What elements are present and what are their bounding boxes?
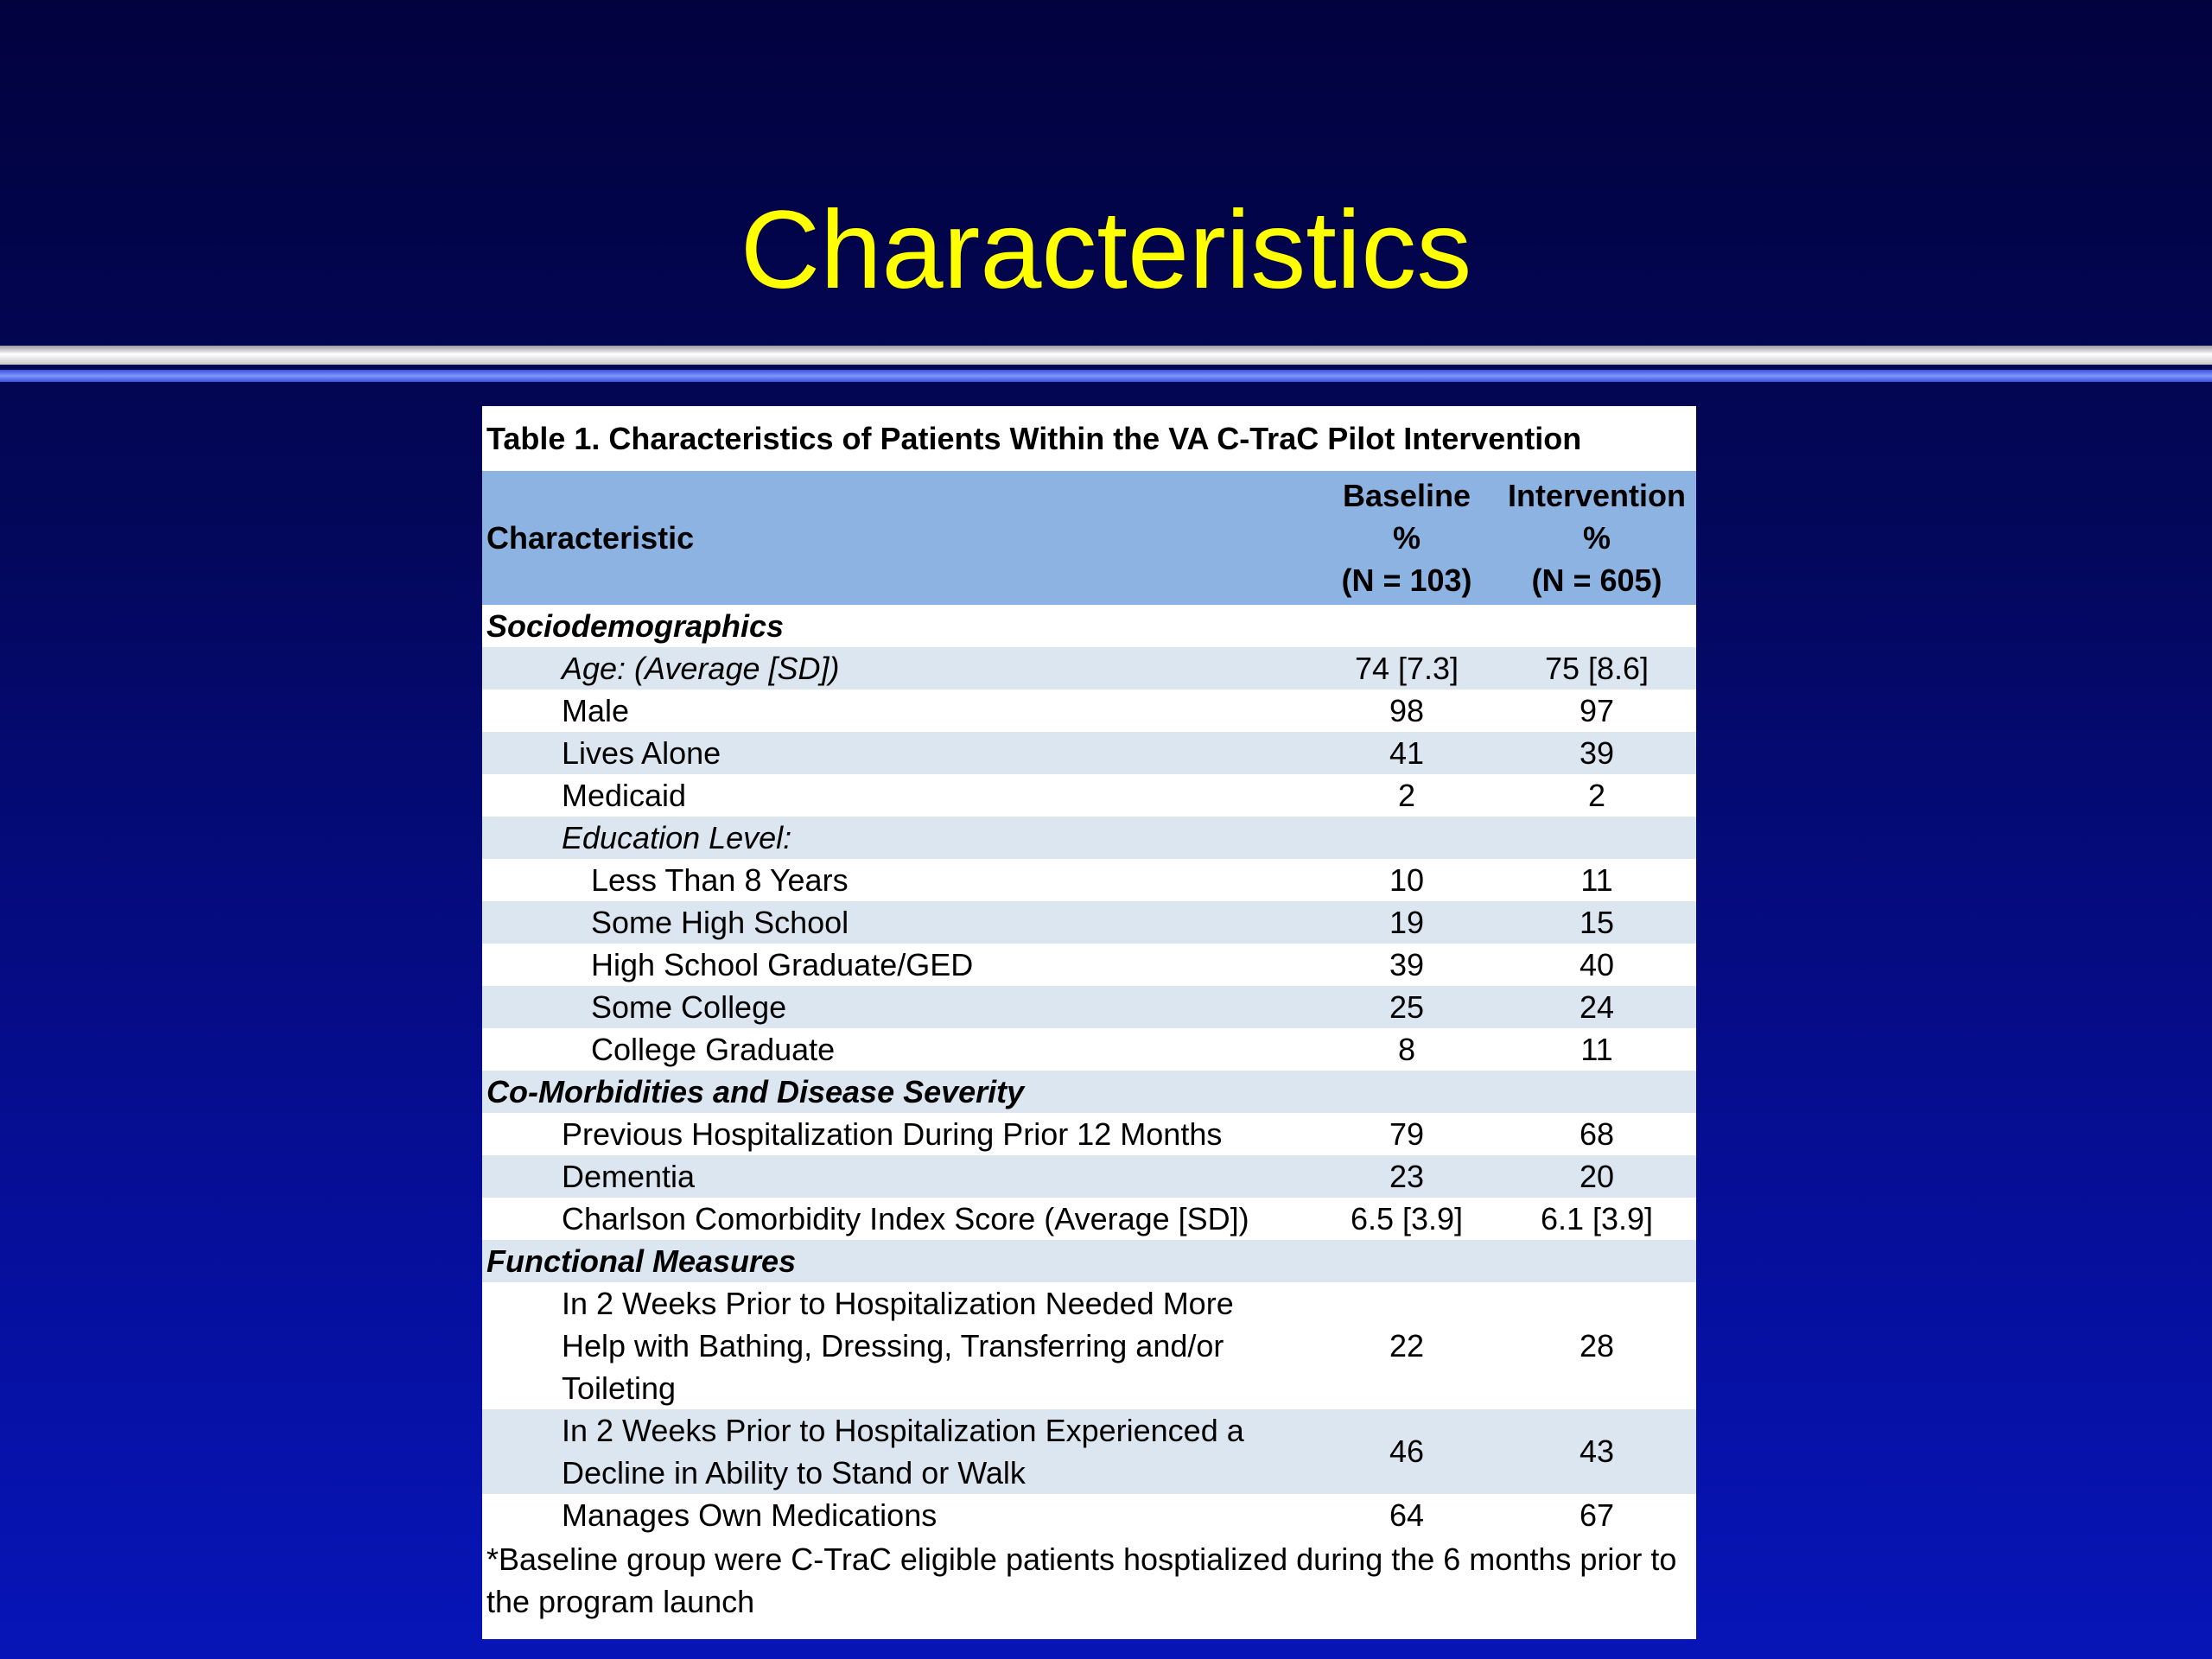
- table-row: [482, 1028, 1696, 1071]
- row-label: Previous Hospitalization During Prior 12 Months: [562, 1116, 1223, 1152]
- intervention-value: 6.1 [3.9]: [1540, 1200, 1654, 1236]
- table-row: [482, 986, 1696, 1028]
- table-row: [482, 817, 1696, 859]
- header-intervention-line: Intervention: [1507, 478, 1686, 513]
- table-footnote: *Baseline group were C-TraC eligible patients hosptialized during the 6 months prior to the program launch: [486, 1541, 1677, 1619]
- row-label: In 2 Weeks Prior to Hospitalization Experienced a Decline in Ability to Stand or Walk: [562, 1413, 1244, 1491]
- row-label: Charlson Comorbidity Index Score (Average [SD]): [562, 1201, 1249, 1236]
- table-header: [482, 471, 1696, 605]
- row-label: Lives Alone: [562, 735, 721, 771]
- intervention-value: 67: [1579, 1497, 1615, 1533]
- row-label: In 2 Weeks Prior to Hospitalization Needed More Help with Bathing, Dressing, Transferring and/or Toileting: [562, 1286, 1234, 1406]
- baseline-value: 2: [1397, 777, 1416, 813]
- title-divider-blue: [0, 370, 2212, 382]
- section-row: [482, 1071, 1696, 1113]
- baseline-value: 98: [1389, 692, 1425, 728]
- baseline-value: 10: [1389, 861, 1425, 898]
- row-label: Education Level:: [562, 820, 792, 855]
- table-row: [482, 647, 1696, 690]
- header-baseline: [1312, 471, 1502, 605]
- characteristics-table: [482, 406, 1696, 1639]
- header-baseline-line: %: [1392, 520, 1421, 556]
- intervention-value: 28: [1579, 1327, 1615, 1363]
- table-row: [482, 1198, 1696, 1240]
- intervention-value: 11: [1580, 1031, 1613, 1067]
- header-characteristic: Characteristic: [486, 519, 695, 556]
- row-label: Male: [562, 693, 630, 728]
- row-label: Age: (Average [SD]): [562, 651, 840, 686]
- row-label: Functional Measures: [486, 1243, 797, 1279]
- baseline-value: 64: [1389, 1497, 1425, 1533]
- header-baseline-line: (N = 103): [1341, 563, 1472, 598]
- table-row: [482, 732, 1696, 774]
- intervention-value: 75 [8.6]: [1544, 650, 1649, 686]
- table-row: [482, 690, 1696, 732]
- baseline-value: 79: [1389, 1116, 1425, 1152]
- row-label: Some High School: [591, 905, 849, 940]
- baseline-value: 39: [1389, 946, 1425, 982]
- baseline-value: 46: [1389, 1433, 1425, 1469]
- baseline-value: 8: [1397, 1031, 1416, 1067]
- table-row: [482, 1282, 1696, 1409]
- row-label: High School Graduate/GED: [591, 947, 974, 982]
- baseline-value: 22: [1389, 1327, 1425, 1363]
- intervention-value: 43: [1579, 1433, 1615, 1469]
- table-row: [482, 1155, 1696, 1198]
- row-label: Manages Own Medications: [562, 1497, 938, 1533]
- section-row: [482, 1240, 1696, 1282]
- table-row: [482, 901, 1696, 944]
- table-row: [482, 1409, 1696, 1494]
- table-row: [482, 774, 1696, 817]
- intervention-value: 97: [1579, 692, 1615, 728]
- table-caption: Table 1. Characteristics of Patients Within the VA C-TraC Pilot Intervention: [486, 421, 1582, 456]
- intervention-value: 24: [1579, 988, 1615, 1025]
- intervention-value: 11: [1580, 861, 1613, 898]
- intervention-value: 20: [1579, 1158, 1615, 1194]
- row-label: Dementia: [562, 1159, 696, 1194]
- intervention-value: 39: [1579, 734, 1615, 771]
- row-label: Sociodemographics: [486, 608, 785, 644]
- intervention-value: 40: [1579, 946, 1615, 982]
- title-divider-grey: [0, 346, 2212, 365]
- header-intervention-line: %: [1582, 520, 1611, 556]
- baseline-value: 41: [1389, 734, 1425, 771]
- table-row: [482, 1113, 1696, 1155]
- intervention-value: 15: [1579, 904, 1615, 940]
- baseline-value: 6.5 [3.9]: [1350, 1200, 1464, 1236]
- table-row: [482, 859, 1696, 901]
- header-baseline-line: Baseline: [1342, 478, 1471, 513]
- baseline-value: 23: [1389, 1158, 1425, 1194]
- row-label: College Graduate: [591, 1032, 836, 1067]
- section-row: [482, 605, 1696, 647]
- table-row: [482, 944, 1696, 986]
- table-row: [482, 1494, 1696, 1536]
- row-label: Less Than 8 Years: [591, 862, 849, 898]
- baseline-value: 25: [1389, 988, 1425, 1025]
- intervention-value: 2: [1587, 777, 1606, 813]
- header-intervention-line: (N = 605): [1531, 563, 1662, 598]
- row-label: Co-Morbidities and Disease Severity: [486, 1074, 1025, 1109]
- slide-title: Characteristics: [740, 188, 1472, 312]
- row-label: Medicaid: [562, 778, 687, 813]
- header-intervention: [1502, 471, 1692, 605]
- intervention-value: 68: [1579, 1116, 1615, 1152]
- baseline-value: 19: [1389, 904, 1425, 940]
- row-label: Some College: [591, 989, 787, 1025]
- baseline-value: 74 [7.3]: [1354, 650, 1459, 686]
